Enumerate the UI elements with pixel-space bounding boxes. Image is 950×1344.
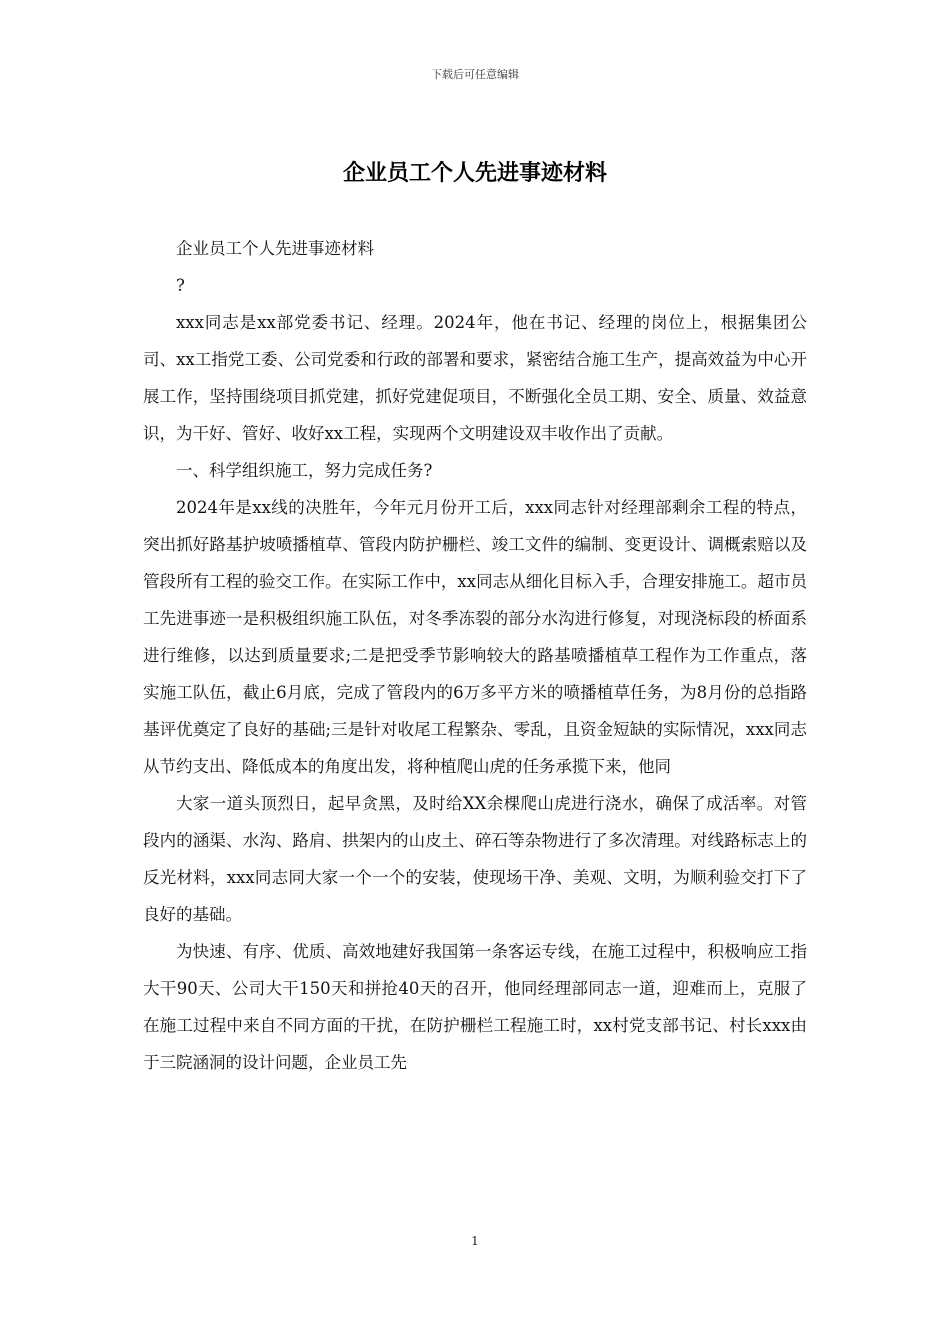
paragraph: 2024年是xx线的决胜年，今年元月份开工后，xxx同志针对经理部剩余工程的特点，突出抓好路基护坡喷播植草、管段内防护栅栏、竣工文件的编制、变更设计、调概索赔以及管段所有工程的验交工作。在实际工作中，xx同志从细化目标入手，合理安排施工。超市员工先进事迹一是积极组织施工队伍，对冬季冻裂的部分水沟进行修复，对现浇标段的桥面系进行维修，以达到质量要求;二是把受季节影响较大的路基喷播植草工程作为工作重点，落实施工队伍，截止6月底，完成了管段内的6万多平方米的喷播植草任务，为8月份的总指路基评优奠定了良好的基础;三是针对收尾工程繁杂、零乱，且资金短缺的实际情况，xxx同志从节约支出、降低成本的角度出发，将种植爬山虎的任务承揽下来，他同 <box>143 498 807 776</box>
paragraph: 大家一道头顶烈日，起早贪黑，及时给XX余棵爬山虎进行浇水，确保了成活率。对管段内的涵渠、水沟、路肩、拱架内的山皮土、碎石等杂物进行了多次清理。对线路标志上的反光材料，xxx同志同大家一个一个的安装，使现场干净、美观、文明，为顺利验交打下了良好的基础。 <box>143 794 807 924</box>
document-title: 企业员工个人先进事迹材料 <box>342 160 607 186</box>
download-note: 下载后可任意编辑 <box>431 68 519 81</box>
page-number: 1 <box>471 1234 479 1248</box>
paragraph: 为快速、有序、优质、高效地建好我国第一条客运专线，在施工过程中，积极响应工指大干90天、公司大干150天和拼抢40天的召开，他同经理部同志一道，迎难而上，克服了在施工过程中来自不同方面的干扰，在防护栅栏工程施工时，xx村党支部书记、村长xxx由于三院涵洞的设计问题，企业员工先 <box>143 942 807 1072</box>
paragraph-subtitle: 企业员工个人先进事迹材料 <box>176 239 374 258</box>
document-body <box>143 230 807 1081</box>
section-heading: 一、科学组织施工，努力完成任务? <box>176 461 433 480</box>
paragraph-mark: ? <box>176 276 185 295</box>
paragraph-intro: xxx同志是xx部党委书记、经理。2024年，他在书记、经理的岗位上，根据集团公司、xx工指党工委、公司党委和行政的部署和要求，紧密结合施工生产，提高效益为中心开展工作，坚持围绕项目抓党建，抓好党建促项目，不断强化全员工期、安全、质量、效益意识，为干好、管好、收好xx工程，实现两个文明建设双丰收作出了贡献。 <box>143 313 807 443</box>
